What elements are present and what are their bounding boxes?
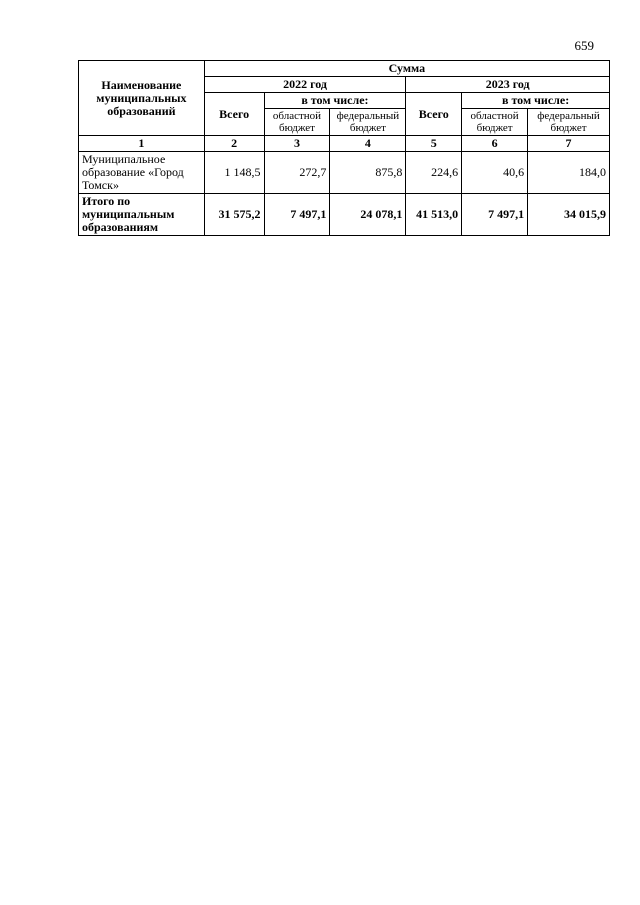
totals-label: Итого по муниципальным образованиям: [79, 194, 205, 236]
totals-row: [79, 194, 610, 236]
header-regional-2022: областной бюджет: [264, 109, 330, 136]
header-sum: Сумма: [204, 61, 609, 77]
totals-federal-2023: 34 015,9: [528, 194, 610, 236]
column-number: 6: [462, 136, 528, 152]
header-total-2022: Всего: [204, 93, 264, 136]
column-number: 1: [79, 136, 205, 152]
column-number: 4: [330, 136, 406, 152]
regional-2022-cell: 272,7: [264, 152, 330, 194]
budget-table: [78, 60, 610, 236]
header-including-2023: в том числе:: [462, 93, 610, 109]
total-2023-cell: 224,6: [406, 152, 462, 194]
column-number: 3: [264, 136, 330, 152]
totals-total-2022: 31 575,2: [204, 194, 264, 236]
column-number: 2: [204, 136, 264, 152]
column-number-row: [79, 136, 610, 152]
totals-regional-2023: 7 497,1: [462, 194, 528, 236]
header-federal-2022: федеральный бюджет: [330, 109, 406, 136]
header-including-2022: в том числе:: [264, 93, 406, 109]
federal-2023-cell: 184,0: [528, 152, 610, 194]
totals-regional-2022: 7 497,1: [264, 194, 330, 236]
header-row-sum: [79, 61, 610, 77]
column-number: 7: [528, 136, 610, 152]
page-number: 659: [574, 38, 594, 53]
municipality-name: Муниципальное образование «Город Томск»: [79, 152, 205, 194]
column-number: 5: [406, 136, 462, 152]
totals-total-2023: 41 513,0: [406, 194, 462, 236]
header-year-2022: 2022 год: [204, 77, 406, 93]
header-federal-2023: федеральный бюджет: [528, 109, 610, 136]
header-year-2023: 2023 год: [406, 77, 610, 93]
header-regional-2023: областной бюджет: [462, 109, 528, 136]
header-total-2023: Всего: [406, 93, 462, 136]
total-2022-cell: 1 148,5: [204, 152, 264, 194]
header-name-column: Наименование муниципальных образований: [79, 61, 205, 136]
regional-2023-cell: 40,6: [462, 152, 528, 194]
totals-federal-2022: 24 078,1: [330, 194, 406, 236]
federal-2022-cell: 875,8: [330, 152, 406, 194]
table-row: [79, 152, 610, 194]
